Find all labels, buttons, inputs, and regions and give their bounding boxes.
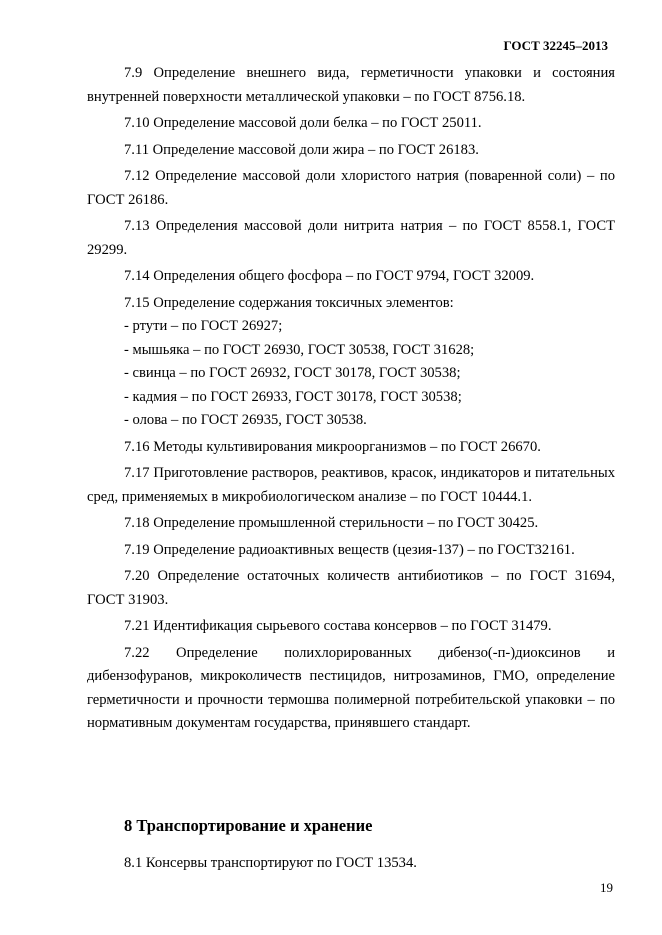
paragraph-7-10: 7.10 Определение массовой доли белка – по ГОСТ 25011.	[124, 115, 482, 131]
section-8-title: 8 Транспортирование и хранение	[124, 816, 373, 835]
paragraph-7-16: 7.16 Методы культивирования микроорганизмов – по ГОСТ 26670.	[124, 438, 541, 455]
paragraph-7-22: 7.22 Определение полихлорированных дибензо(-п-)диоксинов и дибензофуранов, микроколичеств пестицидов, нитрозаминов, ГМО, определение герметичности и прочности термошва полимерной потребительской упаковки – по нормативным документам государства, принявшего стандарт.	[87, 644, 615, 731]
list-item: - ртути – по ГОСТ 26927;	[124, 318, 283, 334]
paragraph-7-17: 7.17 Приготовление растворов, реактивов, красок, индикаторов и питательных сред, применяемых в микробиологическом анализе – по ГОСТ 10444.1.	[87, 465, 615, 505]
paragraph-7-14: 7.14 Определения общего фосфора – по ГОСТ 9794, ГОСТ 32009.	[124, 268, 535, 284]
paragraph-7-13: 7.13 Определения массовой доли нитрита натрия – по ГОСТ 8558.1, ГОСТ 29299.	[87, 218, 615, 258]
list-item: - кадмия – по ГОСТ 26933, ГОСТ 30178, ГОСТ 30538;	[124, 388, 462, 405]
paragraph-7-19: 7.19 Определение радиоактивных веществ (цезия-137) – по ГОСТ32161.	[124, 541, 575, 558]
standard-code-header: ГОСТ 32245–2013	[503, 38, 608, 53]
body-text	[87, 62, 615, 736]
paragraph-8-1: 8.1 Консервы транспортируют по ГОСТ 13534.	[124, 855, 417, 871]
paragraph-7-11: 7.11 Определение массовой доли жира – по ГОСТ 26183.	[124, 141, 479, 158]
list-item: - свинца – по ГОСТ 26932, ГОСТ 30178, ГОСТ 30538;	[124, 365, 461, 381]
paragraph-7-9: 7.9 Определение внешнего вида, герметичности упаковки и состояния внутренней поверхности металлической упаковки – по ГОСТ 8756.18.	[87, 65, 615, 105]
paragraph-7-12: 7.12 Определение массовой доли хлористого натрия (поваренной соли) – по ГОСТ 26186.	[87, 168, 615, 208]
list-item: - мышьяка – по ГОСТ 26930, ГОСТ 30538, ГОСТ 31628;	[124, 341, 475, 358]
list-item: - олова – по ГОСТ 26935, ГОСТ 30538.	[124, 412, 367, 428]
paragraph-7-20: 7.20 Определение остаточных количеств антибиотиков – по ГОСТ 31694, ГОСТ 31903.	[87, 568, 615, 608]
paragraph-7-15: 7.15 Определение содержания токсичных элементов:	[124, 294, 454, 311]
page-number: 19	[600, 880, 613, 895]
paragraph-7-21: 7.21 Идентификация сырьевого состава консервов – по ГОСТ 31479.	[124, 618, 552, 634]
section-8-body	[87, 852, 615, 876]
paragraph-7-18: 7.18 Определение промышленной стерильности – по ГОСТ 30425.	[124, 515, 539, 531]
